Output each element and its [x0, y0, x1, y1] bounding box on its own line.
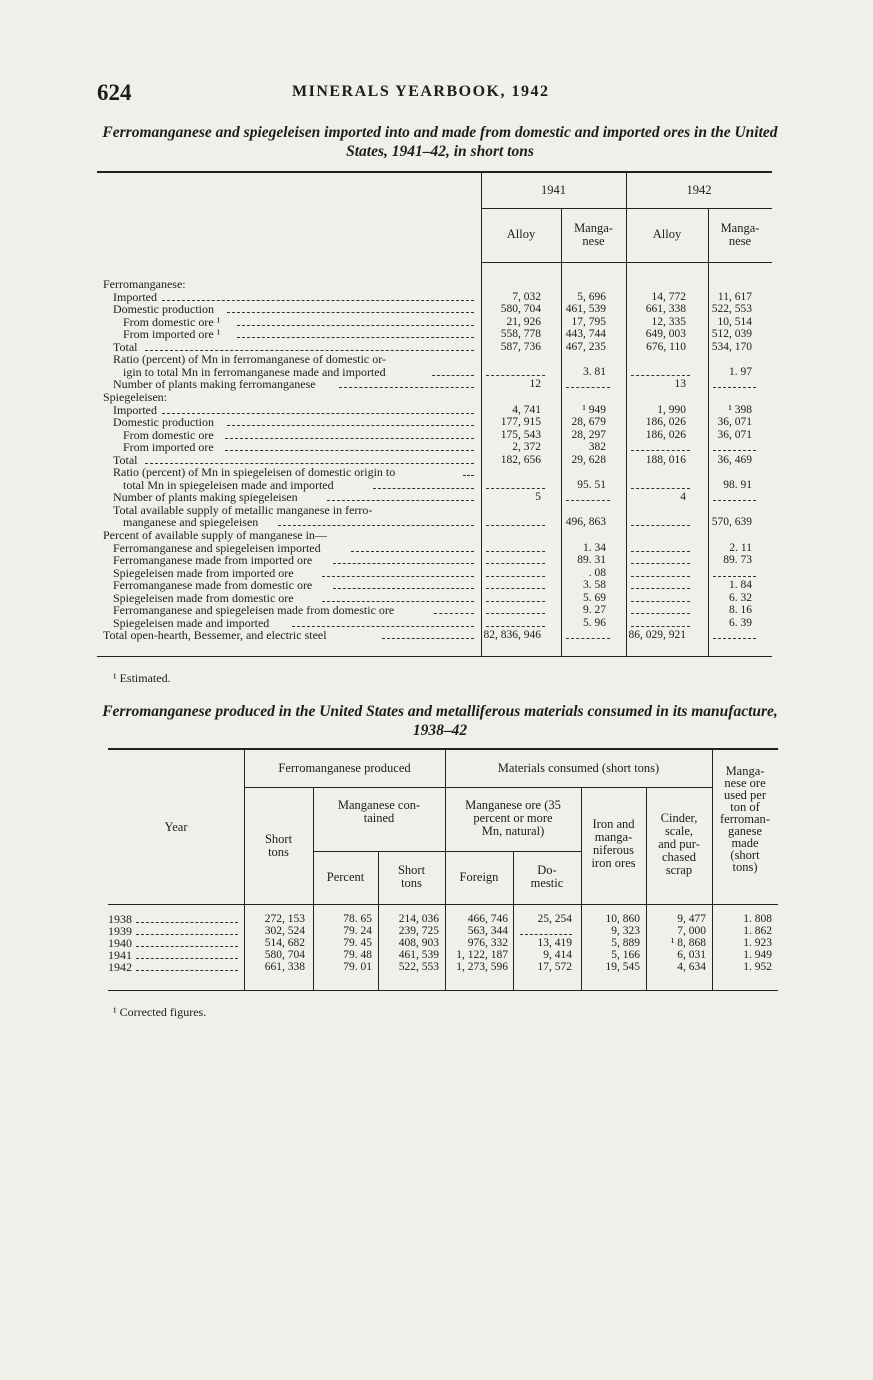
table2-head-manganese-ore: Manganese ore (35 percent or more Mn, natural) [465, 798, 561, 838]
table1-cell: 12, 335 [651, 315, 686, 328]
table2-cell: 79. 45 [343, 937, 372, 949]
table1-cell: 1. 34 [583, 541, 606, 554]
table1-leader-dots [227, 312, 474, 313]
table2-cell: 6, 031 [677, 949, 706, 961]
table2-title: Ferromanganese produced in the United States and metalliferous materials consumed in its manufacture, 1938–42 [102, 703, 778, 739]
table2-cell: 25, 254 [537, 913, 572, 925]
table1-cell: 467, 235 [565, 340, 606, 353]
table1-row-label: Spiegeleisen made and imported [113, 615, 270, 630]
table1-cell: 86, 029, 921 [628, 629, 686, 642]
table1-cell: ¹ 398 [728, 403, 752, 416]
table1-cell: 580, 704 [500, 303, 541, 316]
table1-cell: 29, 628 [571, 453, 606, 466]
table1-empty-cell-dots [566, 500, 610, 501]
table1-cell: 12 [529, 378, 541, 391]
table1-empty-cell-dots [713, 638, 756, 639]
table2-cell: 17, 572 [537, 961, 572, 973]
table1-year-1941: 1941 [541, 183, 566, 197]
table1-cell: 3. 81 [583, 365, 606, 378]
table1-leader-dots [382, 638, 474, 639]
table1-cell: 14, 772 [651, 290, 686, 303]
table1-leader-dots [322, 601, 475, 602]
table1-leader-dots [339, 387, 474, 388]
table1-leader-dots [373, 488, 474, 489]
table2-head-iron-ores: Iron and manga- niferous iron ores [591, 817, 636, 870]
table2-cell: 10, 860 [605, 913, 640, 925]
table1-cell: 36, 071 [717, 416, 752, 429]
table2-leader-dots [136, 934, 238, 935]
table1-cell: 534, 170 [711, 340, 752, 353]
table1-empty-cell-dots [631, 450, 690, 451]
table2-cell: 1, 122, 187 [456, 949, 508, 961]
table2-head-ferromanganese-produced: Ferromanganese produced [278, 761, 411, 775]
table1-cell: . 08 [588, 566, 606, 579]
table2-cell: 9, 477 [677, 913, 706, 925]
table2-cell: 5, 166 [611, 949, 640, 961]
table1-row-label: Percent of available supply of manganese in— [103, 528, 327, 542]
table1-row-label: Total [113, 339, 138, 354]
table1-cell: 98. 91 [723, 478, 752, 491]
table1-leader-dots [237, 325, 474, 326]
table1-cell: 89. 31 [577, 554, 606, 567]
table1-cell: 558, 778 [500, 328, 541, 341]
table1-row-label: From imported ore [123, 440, 214, 455]
table1-cell: 676, 110 [646, 340, 686, 353]
table2-cell: 976, 332 [467, 937, 508, 949]
table1-row-label: Domestic production [113, 302, 214, 317]
table2-cell: 13, 419 [537, 937, 572, 949]
table2-cell: 4, 634 [677, 961, 706, 973]
table2-cell: 79. 01 [343, 961, 372, 973]
table1-leader-dots [292, 626, 474, 627]
table2-head-mn-short-tons: Short tons [397, 863, 426, 890]
table2-leader-dots [136, 946, 238, 947]
page-number: 624 [97, 80, 132, 105]
table1-cell: 4 [680, 491, 686, 504]
table2-cell: 79. 24 [343, 925, 372, 937]
table1-cell: 28, 679 [571, 416, 606, 429]
table1-row-label: Ratio (percent) of Mn in spiegeleisen of domestic origin to [113, 465, 396, 480]
table1-cell: 17, 795 [571, 315, 606, 328]
table1-cell: 649, 003 [645, 328, 686, 341]
table1-cell: 10, 514 [717, 315, 752, 328]
table2-cell: 661, 338 [264, 961, 305, 973]
table1-cell: 1, 990 [657, 403, 686, 416]
table1-leader-dots [434, 613, 474, 614]
table1-cell: 89. 73 [723, 554, 752, 567]
table1-cell: 5. 96 [583, 616, 606, 629]
table2-empty-cell-dots [520, 934, 572, 935]
table1-cell: 496, 863 [565, 516, 606, 529]
table1-cell: 1. 84 [729, 579, 752, 592]
table2-cell: 514, 682 [264, 937, 305, 949]
table2-cell: 1. 862 [743, 925, 772, 937]
table1-row-label: Domestic production [113, 415, 214, 430]
table1-cell: 8. 16 [729, 604, 752, 617]
table1-row-label: Number of plants making ferromanganese [113, 377, 316, 392]
table1-cell: 36, 071 [717, 428, 752, 441]
table1-row-label: Ferromanganese: [103, 277, 186, 291]
table1-subhead-alloy-1941: Alloy [506, 227, 536, 241]
table1-cell: 175, 543 [500, 428, 541, 441]
table1-row-label: Ratio (percent) of Mn in ferromanganese of domestic or- [113, 352, 386, 367]
table2-cell: 1. 808 [743, 913, 772, 925]
table1-cell: 21, 926 [506, 315, 541, 328]
table1-row-label: Total [113, 452, 138, 467]
table2-footnote: ¹ Corrected figures. [113, 1005, 207, 1019]
table1-empty-cell-dots [713, 387, 756, 388]
table1-cell: 1. 97 [729, 365, 752, 378]
table1-cell: 188, 016 [645, 453, 686, 466]
table1-cell: ¹ 949 [582, 403, 606, 416]
table1-row-label: Total open-hearth, Bessemer, and electric steel [103, 628, 327, 643]
table2-row-year: 1942 [108, 960, 132, 974]
table1-subhead-manganese-1941: Manga- nese [574, 221, 613, 248]
table1-subhead-manganese-1942: Manga- nese [720, 221, 760, 248]
table1-cell: 4, 741 [512, 403, 541, 416]
table1-empty-cell-dots [713, 500, 756, 501]
table1-cell: 587, 736 [500, 340, 541, 353]
table1-leader-dots [145, 350, 475, 351]
table2-cell: 461, 539 [398, 949, 439, 961]
table1-leader-dots [278, 525, 474, 526]
table1-empty-cell-dots [566, 387, 610, 388]
table1-cell: 182, 656 [500, 453, 541, 466]
table1-leader-dots [333, 588, 474, 589]
table1-row-label: Ferromanganese made from imported ore [113, 553, 313, 568]
table2-cell: 408, 903 [398, 937, 439, 949]
table1-cell: 522, 553 [711, 303, 752, 316]
table2-cell: 1. 949 [743, 949, 772, 961]
table1-row-label: Ferromanganese and spiegeleisen imported [113, 540, 321, 555]
table2-row-year: 1938 [108, 912, 132, 926]
table2-head-domestic: Do- mestic [530, 863, 564, 890]
table1-leader-dots [432, 375, 474, 376]
table2-cell: 78. 65 [343, 913, 372, 925]
table2-cell: 1. 952 [743, 961, 772, 973]
table1-leader-dots [322, 576, 475, 577]
table1-cell: 5 [535, 491, 541, 504]
table2-leader-dots [136, 970, 238, 971]
table2-head-mn-ore-used: Manga- nese ore used per ton of ferroman- ganese made (short tons) [720, 764, 770, 874]
table1-cell: 570, 639 [711, 516, 752, 529]
table1-row-label: Imported [113, 402, 157, 417]
table2-cell: 466, 746 [467, 913, 508, 925]
table1-leader-dots [237, 337, 474, 338]
table2-cell: 7, 000 [677, 925, 706, 937]
table2-cell: 580, 704 [264, 949, 305, 961]
table1-cell: 461, 539 [565, 303, 606, 316]
table1-cell: 9. 27 [583, 604, 606, 617]
table1-leader-dots [227, 425, 474, 426]
table2-row-year: 1940 [108, 936, 132, 950]
table1-cell: 7, 032 [512, 290, 541, 303]
table2-cell: 214, 036 [398, 913, 439, 925]
table2-head-short-tons: Short tons [264, 832, 293, 859]
table1-cell: 28, 297 [571, 428, 606, 441]
table1-cell: 443, 744 [565, 328, 606, 341]
table1-cell: 661, 338 [645, 303, 686, 316]
table1-cell: 6. 32 [729, 591, 752, 604]
table1-row-label: Total available supply of metallic manganese in ferro- [113, 502, 373, 517]
table2-cell: 1. 923 [743, 937, 772, 949]
table2-leader-dots [136, 922, 238, 923]
table1-subhead-alloy-1942: Alloy [652, 227, 682, 241]
table1-cell: 177, 915 [500, 416, 541, 429]
table1-leader-dots [162, 413, 474, 414]
table2-cell: 522, 553 [398, 961, 439, 973]
table1-cell: 186, 026 [645, 416, 686, 429]
table1-footnote: ¹ Estimated. [113, 671, 171, 685]
table1-leader-dots [351, 551, 474, 552]
table1-row-label: Imported [113, 289, 157, 304]
table1-leader-dots [145, 463, 475, 464]
table1-leader-dots [327, 500, 474, 501]
table1-cell: 36, 469 [717, 453, 752, 466]
table2-cell: 5, 889 [611, 937, 640, 949]
table1-row-label: Number of plants making spiegeleisen [113, 490, 298, 505]
table1-cell: 2. 11 [729, 541, 752, 554]
table1-row-label: manganese and spiegeleisen [123, 515, 259, 530]
table1-cell: 6. 39 [729, 616, 752, 629]
table2-cell: 9, 323 [611, 925, 640, 937]
table1-leader-dots [162, 300, 474, 301]
table1-leader-dots [225, 438, 474, 439]
table2-cell: 272, 153 [264, 913, 305, 925]
table1-leader-dots [333, 563, 474, 564]
table1-row-label: total Mn in spiegeleisen made and imported [123, 477, 334, 492]
table2-head-percent: Percent [326, 870, 365, 884]
table2-row-year: 1941 [108, 948, 132, 962]
table2-cell: 19, 545 [605, 961, 640, 973]
table1-year-1942: 1942 [686, 183, 712, 197]
table2-head-materials-consumed: Materials consumed (short tons) [497, 761, 660, 775]
table1-cell: 13 [674, 378, 686, 391]
table1-row-label: From imported ore ¹ [123, 327, 221, 342]
table1-empty-cell-dots [566, 638, 610, 639]
table1-row-label: From domestic ore ¹ [123, 314, 221, 329]
table2-cell: 563, 344 [467, 925, 508, 937]
table2-row-year: 1939 [108, 924, 132, 938]
table1-empty-cell-dots [713, 450, 756, 451]
table2-head-year: Year [164, 820, 188, 834]
table1-cell: 5. 69 [583, 591, 606, 604]
table1-leader-dots [463, 475, 474, 476]
table1-row-label: From domestic ore [123, 427, 214, 442]
table1-row-label: Spiegeleisen made from domestic ore [113, 590, 294, 605]
table1-row-label: Ferromanganese made from domestic ore [113, 578, 313, 593]
table1-cell: 186, 026 [645, 428, 686, 441]
table1-cell: 5, 696 [577, 290, 606, 303]
table1-row-label: Spiegeleisen made from imported ore [113, 565, 294, 580]
table2-cell: 239, 725 [398, 925, 439, 937]
table1-cell: 382 [588, 441, 606, 454]
table1-row-label: Ferromanganese and spiegeleisen made from domestic ore [113, 603, 395, 618]
table1-row-label: igin to total Mn in ferromanganese made and imported [123, 364, 386, 379]
table2-head-foreign: Foreign [459, 870, 499, 884]
running-head: MINERALS YEARBOOK, 1942 [292, 83, 550, 100]
table1-leader-dots [225, 450, 474, 451]
table2-cell: ¹ 8, 868 [670, 937, 706, 949]
table2-head-cinder-scrap: Cinder, scale, and pur- chased scrap [658, 811, 700, 877]
table1-cell: 2, 372 [512, 441, 541, 454]
table1-cell: 3. 58 [583, 579, 606, 592]
table2-cell: 302, 524 [264, 925, 305, 937]
table2-cell: 1, 273, 596 [456, 961, 508, 973]
table1-cell: 82, 836, 946 [483, 629, 541, 642]
table1-empty-cell-dots [713, 576, 756, 577]
table2-head-mn-contained: Manganese con- tained [337, 798, 421, 825]
table1-row-label: Spiegeleisen: [103, 389, 167, 404]
table1-cell: 95. 51 [577, 478, 606, 491]
table2-cell: 79. 48 [343, 949, 372, 961]
table1-title: Ferromanganese and spiegeleisen imported into and made from domestic and imported ores in the United States, 1941–42, in short tons [102, 124, 778, 160]
table1-cell: 512, 039 [711, 328, 752, 341]
table2-leader-dots [136, 958, 238, 959]
table1-empty-cell-dots [631, 576, 690, 577]
table2-cell: 9, 414 [543, 949, 572, 961]
table1-cell: 11, 617 [717, 290, 752, 303]
